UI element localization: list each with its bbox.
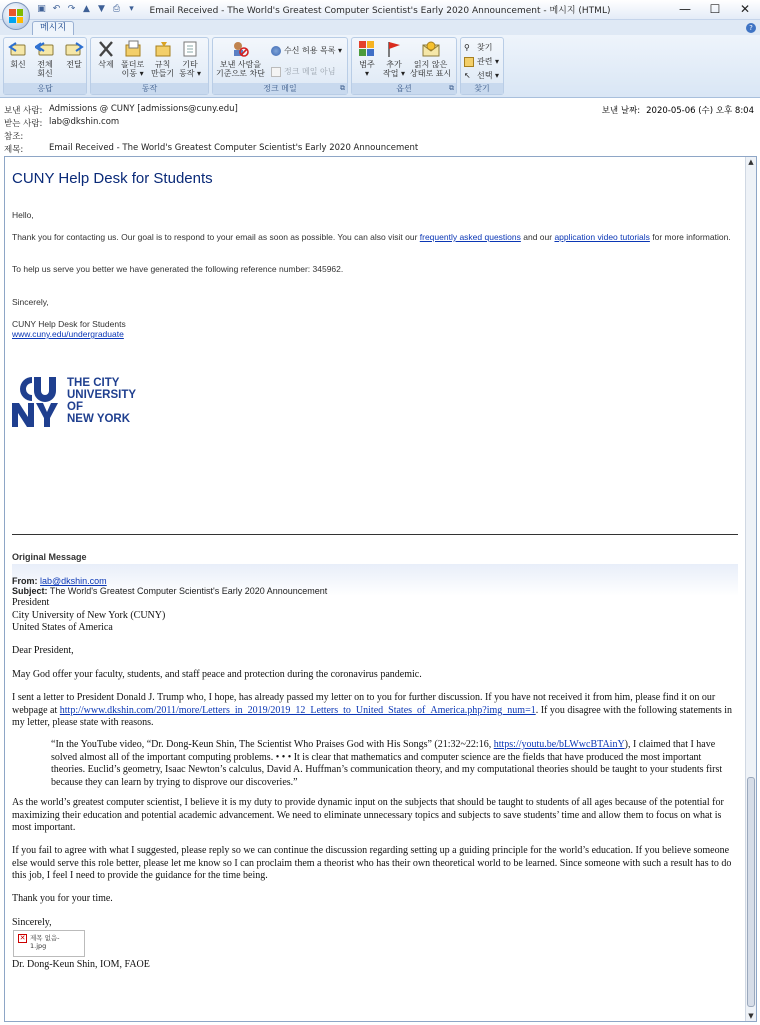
- sent-label: 보낸 날짜:: [601, 106, 641, 116]
- forward-icon: [64, 40, 84, 58]
- office-button[interactable]: [2, 2, 30, 30]
- delete-icon: [96, 40, 116, 58]
- to-value[interactable]: lab@dkshin.com: [49, 117, 120, 127]
- group-respond: [3, 37, 87, 95]
- cuny-logo: [12, 375, 142, 429]
- faq-link[interactable]: frequently asked questions: [419, 232, 521, 242]
- tab-message[interactable]: 메시지: [32, 21, 74, 35]
- helpdesk-signature: CUNY Help Desk for Students: [12, 319, 126, 329]
- mark-unread-icon: [421, 40, 441, 58]
- block-sender-button[interactable]: 보낸 사람을 기준으로 차단: [216, 40, 265, 78]
- paragraph-1: May God offer your faculty, students, and staff peace and protection during the coronavirus pandemic.: [12, 669, 422, 680]
- forward-button[interactable]: 전달: [64, 40, 84, 69]
- greeting: Hello,: [12, 210, 34, 220]
- safe-list-button[interactable]: 수신 허용 목록 ▾: [271, 45, 342, 56]
- subject-value: Email Received - The World's Greatest Computer Scientist's Early 2020 Announcement: [49, 143, 419, 153]
- cuny-logo-line2: UNIVERSITY: [67, 389, 137, 401]
- group-junk: [212, 37, 348, 95]
- address-line-3: United States of America: [12, 622, 113, 633]
- address-line-2: City University of New York (CUNY): [12, 610, 166, 621]
- group-label-junk: 정크 메일: [213, 83, 347, 94]
- group-find: [460, 37, 504, 95]
- group-label-find: 찾기: [461, 83, 503, 94]
- follow-up-button[interactable]: 추가 작업 ▾: [383, 40, 405, 78]
- cuny-logo-line3: OF: [67, 401, 83, 413]
- junk-dialog-launcher-icon[interactable]: ⧉: [340, 84, 345, 92]
- paragraph-4: If you fail to agree with what I suggested, please reply so we can continue the discussion regarding setting up a guiding principle for the world’s education. If you believe someone else would serve this role better, please let me know so I can proclaim them a theorist who has their own theoretical world to be learned. Since someone with such a result has to do this job, I feel I need to provide the guidance for the time being.: [12, 845, 732, 881]
- office-logo-icon: [9, 9, 23, 23]
- redo-icon[interactable]: ↷: [67, 3, 76, 14]
- print-preview-icon[interactable]: ⎙: [112, 3, 121, 14]
- binoculars-icon: ⚲: [464, 42, 470, 52]
- safe-list-icon: [271, 46, 281, 56]
- broken-image-ext: 1.jpg: [30, 942, 47, 950]
- paragraph-5: Thank you for your time.: [12, 893, 113, 904]
- broken-image-name: 제목 없음-: [30, 934, 60, 942]
- group-actions: [90, 37, 209, 95]
- options-dialog-launcher-icon[interactable]: ⧉: [449, 84, 454, 92]
- undo-icon[interactable]: ↶: [52, 3, 61, 14]
- paragraph-2: I sent a letter to President Donald J. Trump who, I hope, has already passed my letter on to you for further discussion. If you have not received it from him, please find it on our webpage at http://www.dkshin.com/2011/more/Letters_in_2019/2019_12_Letters_to_United_States_of_America.php?img_num=1. If you disagree with the following statements in my letter, please state with reasons.: [12, 692, 733, 728]
- from-value[interactable]: Admissions @ CUNY [admissions@cuny.edu]: [49, 104, 238, 114]
- other-actions-button[interactable]: 기타 동작 ▾: [179, 40, 201, 78]
- move-to-folder-icon: [123, 40, 143, 58]
- video-tutorials-link[interactable]: application video tutorials: [554, 232, 650, 242]
- address-line-1: President: [12, 597, 50, 608]
- group-label-options: 옵션: [352, 83, 456, 94]
- original-signature: Dr. Dong-Keun Shin, IOM, FAOE: [12, 959, 150, 970]
- customize-qat-icon[interactable]: ▾: [129, 3, 134, 14]
- reply-button[interactable]: 회신: [8, 40, 28, 69]
- move-to-folder-button[interactable]: 폴더로 이동 ▾: [121, 40, 144, 78]
- original-subject: Subject: The World's Greatest Computer Scientist's Early 2020 Announcement: [12, 586, 328, 596]
- up-arrow-icon[interactable]: ▲: [83, 3, 90, 14]
- cuny-logo-line1: THE CITY: [67, 377, 120, 389]
- quote-paragraph: “In the YouTube video, “Dr. Dong-Keun Shin, The Scientist Who Praises God with His Songs” (21:32~22:16, https://youtu.be/bLWwcBTAinY), I claimed that I have solved almost all of the important computing problems. • • • It is clear that mathematics and computer science are the fields that have produced the most important theories. Euclid’s geometry, Isaac Newton’s calculus, David A. Huffman’s communication theory, and my computational theories should be taught to your students first because they can learn by trying to disprove our discoveries.”: [51, 739, 723, 788]
- minimize-button[interactable]: —: [679, 2, 691, 16]
- message-header: [0, 98, 760, 156]
- flag-icon: [384, 40, 404, 58]
- mark-unread-button[interactable]: 읽지 않은 상태로 표시: [410, 40, 451, 78]
- close-button[interactable]: ✕: [739, 2, 751, 16]
- ribbon-tab-row: [0, 20, 760, 35]
- original-message-heading: Original Message: [12, 552, 87, 562]
- related-icon: [464, 57, 474, 67]
- broken-image: [13, 930, 85, 957]
- undergraduate-link-row: [12, 329, 732, 339]
- scroll-down-icon[interactable]: ▼: [748, 1012, 754, 1020]
- other-actions-icon: [180, 40, 200, 58]
- categorize-button[interactable]: 범주 ▾: [357, 40, 377, 78]
- select-button[interactable]: ↖ 선택 ▾: [464, 70, 500, 80]
- group-label-respond: 응답: [4, 83, 86, 94]
- original-sincerely: Sincerely,: [12, 917, 52, 928]
- message-body[interactable]: [4, 156, 757, 1022]
- sent-date: [602, 104, 754, 116]
- not-junk-icon: [271, 67, 281, 77]
- help-icon[interactable]: ?: [746, 23, 756, 33]
- create-rule-icon: [153, 40, 173, 58]
- scroll-thumb[interactable]: [747, 777, 755, 1007]
- save-icon[interactable]: ▣: [37, 3, 46, 14]
- original-from: From: lab@dkshin.com: [12, 576, 107, 586]
- reply-icon: [8, 40, 28, 58]
- ribbon: [0, 35, 760, 98]
- original-from-link[interactable]: lab@dkshin.com: [40, 576, 107, 586]
- quick-access-toolbar: [36, 3, 137, 14]
- down-arrow-icon[interactable]: ▼: [98, 3, 105, 14]
- paragraph-3: As the world’s greatest computer scientist, I believe it is my duty to provide dynamic input on the subjects that should be taught to students of all ages because of the potential for maximizing their education and potential academic advancement. We need to eliminate unnecessary topics and subjects to save students’ time and allow them to focus on what is most important.: [12, 797, 724, 833]
- window-title: Email Received - The World's Greatest Computer Scientist's Early 2020 Announcement - 메시지 (HTML): [149, 6, 611, 16]
- group-label-actions: 동작: [91, 83, 208, 94]
- scroll-up-icon[interactable]: ▲: [748, 158, 754, 166]
- divider: [12, 534, 738, 535]
- title-bar: [0, 0, 760, 20]
- thanks-paragraph: Thank you for contacting us. Our goal is to respond to your email as soon as possible. You can also visit our frequently asked questions and our application video tutorials for more information.: [12, 232, 731, 242]
- helpdesk-title: CUNY Help Desk for Students: [12, 170, 213, 187]
- cc-label: 참조:: [4, 132, 24, 142]
- not-junk-button[interactable]: 정크 메일 아님: [271, 66, 335, 77]
- dkshin-letter-link[interactable]: http://www.dkshin.com/2011/more/Letters_in_2019/2019_12_Letters_to_United_States_of_America.php?img_num=1: [59, 704, 536, 716]
- select-cursor-icon: ↖: [464, 70, 471, 80]
- from-label: 보낸 사람:: [4, 106, 43, 116]
- broken-image-icon: ✕: [19, 934, 26, 942]
- sent-value: 2020-05-06 (수) 오후 8:04: [646, 106, 754, 116]
- find-button[interactable]: ⚲ 찾기: [464, 42, 493, 52]
- reply-all-button[interactable]: 전체 회신: [35, 40, 55, 78]
- original-greeting: Dear President,: [12, 645, 74, 656]
- categorize-icon: [357, 40, 377, 58]
- group-options: [351, 37, 457, 95]
- related-button[interactable]: 관련 ▾: [464, 56, 499, 67]
- block-sender-icon: [230, 40, 250, 58]
- youtube-link[interactable]: https://youtu.be/bLWwcBTAinY: [493, 739, 625, 750]
- vertical-scrollbar[interactable]: [745, 157, 756, 1021]
- to-row: [4, 117, 119, 129]
- subject-label: 제목:: [4, 145, 24, 155]
- reply-all-icon: [35, 40, 55, 58]
- subject-row: [4, 143, 418, 155]
- create-rule-button[interactable]: 규칙 만들기: [151, 40, 174, 78]
- sincerely-text: Sincerely,: [12, 297, 49, 307]
- to-label: 받는 사람:: [4, 119, 43, 129]
- reference-number-text: To help us serve you better we have generated the following reference number: 345962.: [12, 264, 344, 274]
- delete-button[interactable]: 삭제: [96, 40, 116, 69]
- from-row: [4, 104, 238, 116]
- maximize-button[interactable]: ☐: [709, 2, 721, 16]
- cc-row: [4, 130, 49, 142]
- cuny-logo-line4: NEW YORK: [67, 413, 131, 425]
- undergraduate-link[interactable]: www.cuny.edu/undergraduate: [12, 329, 124, 339]
